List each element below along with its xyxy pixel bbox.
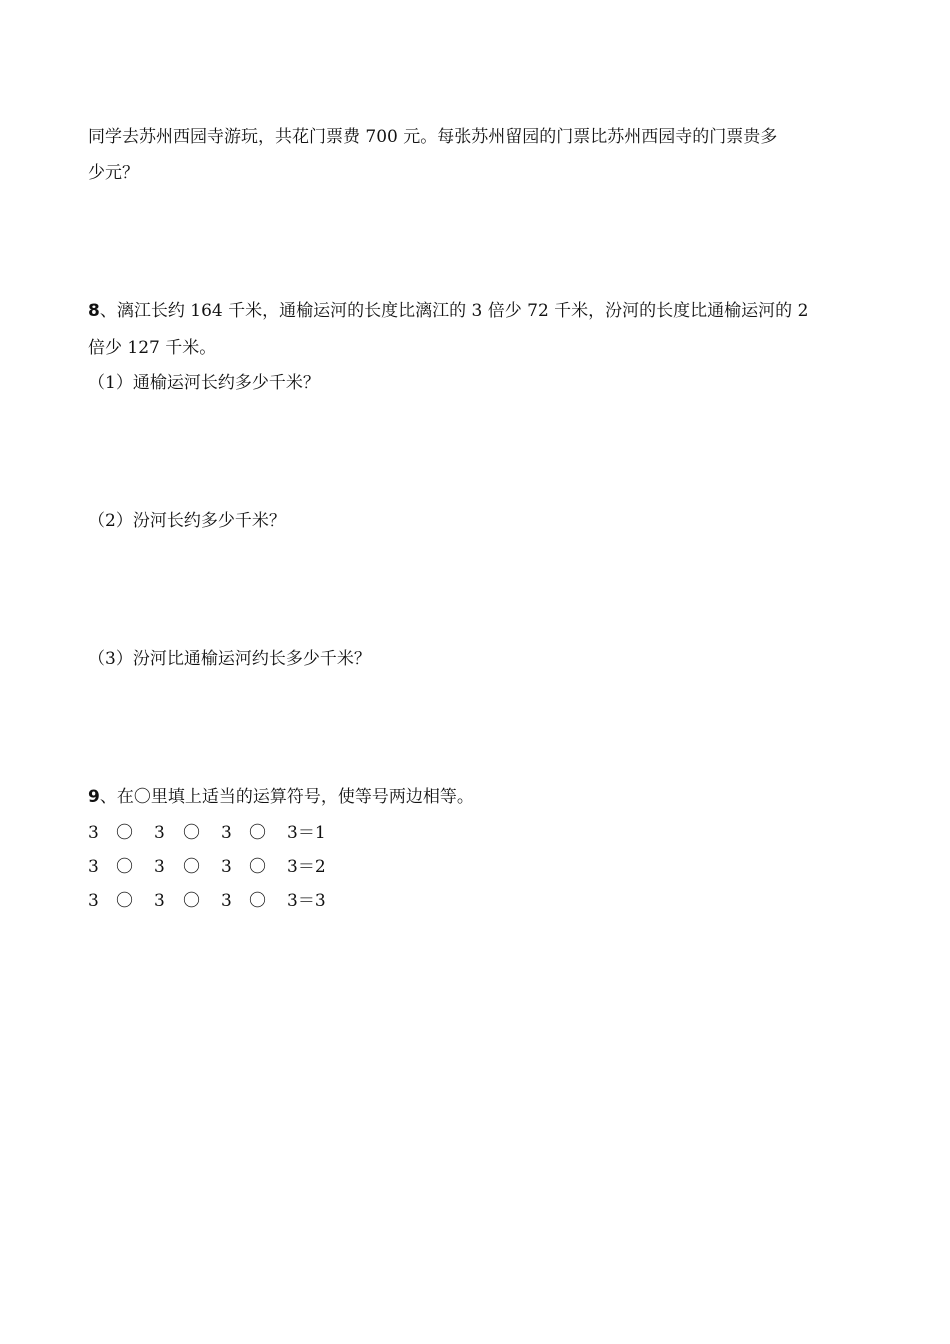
question-8-text: 、漓江长约 164 千米，通榆运河的长度比漓江的 3 倍少 72 千米，汾河的长度比通榆运河的 2 (99, 301, 809, 321)
question-9-text: 、在〇里填上适当的运算符号，使等号两边相等。 (99, 787, 474, 807)
question-7-text-line-1: 同学去苏州西园寺游玩，共花门票费 700 元。每张苏州留园的门票比苏州西园寺的门票贵多 (88, 127, 778, 147)
question-8-text-line-1 (88, 300, 808, 322)
equation-result: 3＝2 (287, 857, 326, 877)
question-8-subquestion-3: （3）汾河比通榆运河约长多少千米？ (88, 649, 371, 669)
operator-blank[interactable]: 〇 (183, 823, 200, 843)
operator-blank[interactable]: 〇 (249, 823, 266, 843)
operand: 3 (221, 823, 232, 843)
operand: 3 (221, 857, 232, 877)
question-7-text-line-2: 少元？ (88, 163, 139, 183)
equation-result: 3＝1 (287, 823, 326, 843)
equation-result: 3＝3 (287, 891, 326, 911)
question-8-number: 8 (88, 301, 100, 321)
question-8-subquestion-1: （1）通榆运河长约多少千米？ (88, 373, 320, 393)
question-9-intro (88, 786, 474, 808)
operator-blank[interactable]: 〇 (249, 891, 266, 911)
question-8-subquestion-2: （2）汾河长约多少千米？ (88, 511, 286, 531)
operand: 3 (221, 891, 232, 911)
operand: 3 (88, 891, 99, 911)
operator-blank[interactable]: 〇 (183, 891, 200, 911)
question-8-text-line-2: 倍少 127 千米。 (88, 338, 217, 358)
operand: 3 (88, 857, 99, 877)
operand: 3 (154, 891, 165, 911)
operator-blank[interactable]: 〇 (116, 891, 133, 911)
operator-blank[interactable]: 〇 (183, 857, 200, 877)
operator-blank[interactable]: 〇 (116, 857, 133, 877)
question-9-number: 9 (88, 787, 100, 807)
operator-blank[interactable]: 〇 (116, 823, 133, 843)
operand: 3 (88, 823, 99, 843)
operator-blank[interactable]: 〇 (249, 857, 266, 877)
operand: 3 (154, 857, 165, 877)
operand: 3 (154, 823, 165, 843)
